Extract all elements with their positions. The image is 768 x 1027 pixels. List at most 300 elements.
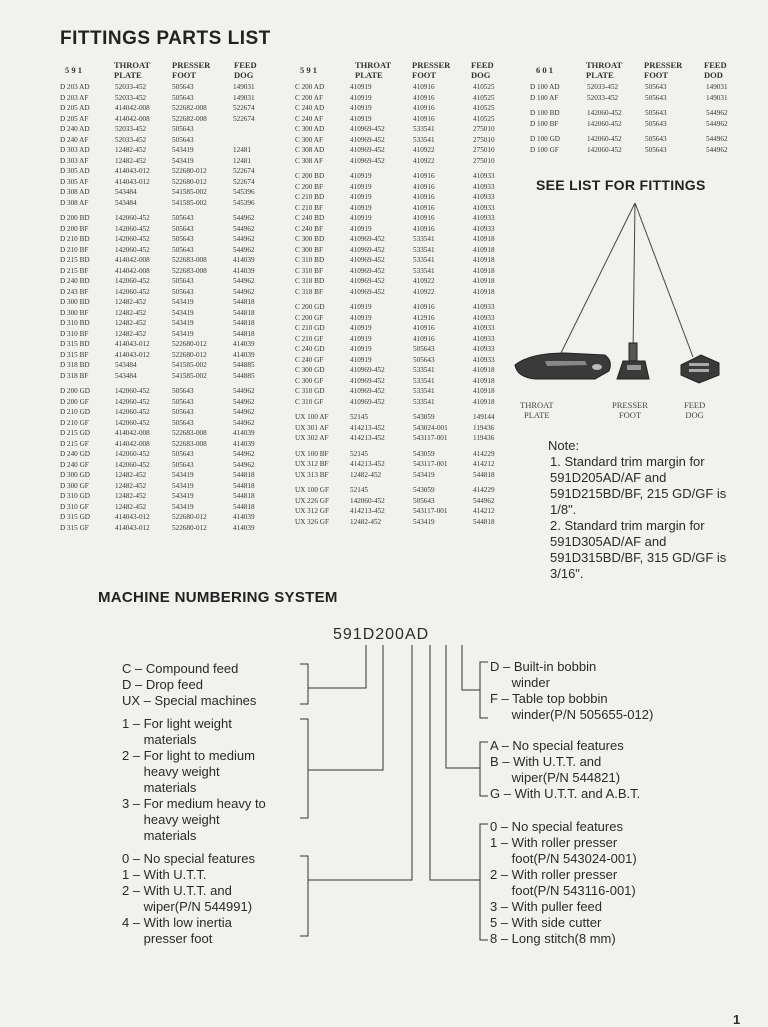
feed-dog-cell: 414229	[473, 486, 495, 494]
presser-foot-cell: 543059	[413, 486, 435, 494]
feed-dog-cell: 275010	[473, 156, 495, 165]
presser-foot-cell: 505643	[172, 460, 194, 469]
model-cell: D 100 BF	[530, 119, 559, 128]
throat-plate-cell: 52033-452	[115, 93, 147, 102]
throat-plate-cell: 142060-452	[587, 119, 622, 128]
presser-foot-cell: 543419	[172, 298, 194, 306]
feed-dog-cell: 410933	[473, 313, 495, 322]
throat-plate-cell: 52033-452	[587, 83, 619, 91]
presser-foot-cell: 533541	[413, 376, 435, 385]
feed-dog-cell: 410525	[473, 104, 495, 112]
throat-plate-cell: 414042-008	[115, 429, 150, 437]
throat-plate-cell: 410919	[350, 93, 372, 102]
feed-dog-cell: 522674	[233, 104, 255, 112]
throat-plate-cell: 414213-452	[350, 460, 385, 468]
feed-dog-cell: 410933	[473, 345, 495, 353]
throat-plate-cell: 142060-452	[350, 496, 385, 505]
model-cell: C 318 BD	[295, 277, 325, 285]
model-cell: D 300 GD	[60, 471, 90, 479]
model-cell: D 100 GD	[530, 135, 560, 143]
model-cell: D 315 GF	[60, 523, 89, 532]
feed-dog-cell: 119436	[473, 434, 495, 442]
feed-dog-cell: 410933	[473, 224, 495, 233]
presser-foot-cell: 410916	[413, 83, 435, 91]
feed-dog-cell: 275010	[473, 125, 495, 133]
model-cell: D 240 AF	[60, 135, 89, 144]
model-cell: D 100 AD	[530, 83, 560, 91]
model-cell: C 310 BF	[295, 266, 323, 275]
presser-foot-cell: 543419	[172, 481, 194, 490]
model-cell: C 240 BD	[295, 214, 325, 222]
throat-plate-cell: 142060-452	[115, 245, 150, 254]
throat-plate-cell: 410919	[350, 355, 372, 364]
presser-foot-cell: 505643	[172, 397, 194, 406]
feed-dog-cell: 544962	[233, 418, 255, 427]
throat-plate-cell: 410919	[350, 345, 372, 353]
model-cell: C 310 GD	[295, 387, 325, 395]
feed-dog-cell: 544962	[233, 245, 255, 254]
presser-foot-cell: 522680-012	[172, 177, 207, 186]
col-throat-plate: THROAT PLATE	[586, 60, 623, 80]
features-left-list: 0 – No special features 1 – With U.T.T. 2 – With U.T.T. and wiper(P/N 544991) 4 – With low inertia presser foot	[122, 851, 255, 946]
model-cell: UX 226 GF	[295, 496, 329, 505]
feed-dog-cell: 275010	[473, 146, 495, 154]
model-cell: D 315 BD	[60, 340, 90, 348]
throat-plate-cell: 410919	[350, 324, 372, 332]
presser-foot-cell: 543419	[172, 308, 194, 317]
throat-plate-cell: 142060-452	[115, 214, 150, 222]
feed-dog-cell: 410933	[473, 334, 495, 343]
throat-plate-cell: 12482-452	[115, 319, 147, 327]
model-cell: D 240 GF	[60, 460, 89, 469]
model-cell: D 205 AF	[60, 114, 89, 123]
col-model: 6 0 1	[536, 65, 553, 75]
model-cell: D 308 AF	[60, 198, 89, 207]
model-cell: UX 100 GF	[295, 486, 329, 494]
model-cell: C 210 BF	[295, 203, 323, 212]
throat-plate-cell: 142060-452	[115, 287, 150, 296]
presser-foot-cell: 522680-012	[172, 523, 207, 532]
throat-plate-cell: 414043-012	[115, 177, 150, 186]
model-cell: UX 312 BF	[295, 460, 329, 468]
model-cell: D 300 GF	[60, 481, 89, 490]
model-cell: C 210 GF	[295, 334, 324, 343]
presser-foot-cell: 543419	[413, 470, 435, 479]
label-feed-dog: FEED DOG	[684, 400, 706, 420]
model-cell: D 215 BF	[60, 266, 89, 275]
model-cell: C 210 BD	[295, 193, 325, 201]
model-cell: D 315 BF	[60, 350, 89, 359]
feed-dog-cell: 544962	[233, 460, 255, 469]
throat-plate-cell: 12482-452	[115, 146, 147, 154]
model-cell: C 240 BF	[295, 224, 323, 233]
model-cell: C 200 AD	[295, 83, 325, 91]
feed-dog-cell: 410918	[473, 287, 495, 296]
presser-foot-cell: 505643	[645, 135, 667, 143]
presser-foot-cell: 410916	[413, 182, 435, 191]
throat-plate-cell: 52145	[350, 413, 368, 421]
feed-dog-cell: 149031	[706, 93, 728, 102]
presser-foot-cell: 543419	[413, 517, 435, 526]
throat-plate-cell: 410919	[350, 313, 372, 322]
feed-dog-cell: 544818	[233, 481, 255, 490]
throat-plate-cell: 414043-012	[115, 513, 150, 521]
feed-dog-cell: 544885	[233, 371, 255, 380]
throat-plate-cell: 142060-452	[587, 109, 622, 117]
model-cell: UX 100 BF	[295, 449, 329, 458]
feed-dog-cell: 410918	[473, 235, 495, 243]
throat-plate-cell: 142060-452	[115, 387, 150, 395]
col-throat-plate: THROAT PLATE	[355, 60, 392, 80]
feed-dog-cell: 545396	[233, 188, 255, 196]
presser-foot-cell: 410922	[413, 287, 435, 296]
throat-plate-cell: 52033-452	[115, 135, 147, 144]
feed-dog-cell: 414039	[233, 429, 255, 437]
model-cell: D 200 BD	[60, 214, 90, 222]
throat-plate-cell: 142060-452	[115, 408, 150, 416]
throat-plate-cell: 52033-452	[115, 83, 147, 91]
presser-foot-cell: 505643	[172, 214, 194, 222]
model-cell: UX 100 AF	[295, 413, 329, 421]
presser-foot-cell: 410922	[413, 146, 435, 154]
feed-dog-cell: 410918	[473, 245, 495, 254]
bracket-features-left	[300, 856, 308, 936]
presser-foot-cell: 505643	[172, 387, 194, 395]
throat-plate-cell: 410919	[350, 114, 372, 123]
throat-plate-cell: 414042-008	[115, 439, 150, 448]
feed-dog-cell: 410525	[473, 114, 495, 123]
bracket-weight	[300, 719, 308, 818]
feed-dog-cell: 544818	[233, 298, 255, 306]
feed-dog-cell: 414039	[233, 513, 255, 521]
model-cell: C 240 AF	[295, 114, 323, 123]
throat-plate-cell: 543484	[115, 371, 137, 380]
throat-plate-cell: 414042-008	[115, 256, 150, 264]
throat-plate-cell: 414213-452	[350, 507, 385, 515]
presser-foot-cell: 505643	[172, 135, 194, 144]
model-cell: D 300 BD	[60, 298, 90, 306]
model-cell: D 203 AF	[60, 93, 89, 102]
feed-dog-cell: 544818	[233, 308, 255, 317]
model-cell: D 310 GF	[60, 502, 89, 511]
model-cell: C 300 AF	[295, 135, 323, 144]
model-cell: D 205 AD	[60, 104, 90, 112]
winder-list: D – Built-in bobbin winder F – Table top bobbin winder(P/N 505655-012)	[490, 659, 654, 722]
throat-plate-cell: 410919	[350, 83, 372, 91]
presser-foot-cell: 505643	[172, 235, 194, 243]
throat-plate-cell: 543484	[115, 198, 137, 207]
presser-foot-cell: 410922	[413, 156, 435, 165]
presser-foot-cell: 410916	[413, 214, 435, 222]
presser-foot-cell: 505643	[645, 119, 667, 128]
feed-dog-cell: 544962	[473, 496, 495, 505]
feed-dog-cell: 410918	[473, 277, 495, 285]
presser-foot-cell: 410916	[413, 203, 435, 212]
model-cell: D 243 BF	[60, 287, 89, 296]
presser-foot-cell: 522683-008	[172, 429, 207, 437]
throat-plate-cell: 414043-012	[115, 340, 150, 348]
model-cell: D 215 GF	[60, 439, 89, 448]
presser-foot-cell: 410916	[413, 303, 435, 311]
presser-foot-cell: 522683-008	[172, 256, 207, 264]
model-cell: D 303 AD	[60, 146, 90, 154]
model-cell: UX 326 GF	[295, 517, 329, 526]
feed-dog-cell: 410933	[473, 214, 495, 222]
throat-plate-cell: 414043-012	[115, 350, 150, 359]
feed-dog-cell: 544818	[233, 319, 255, 327]
model-cell: C 300 GF	[295, 376, 324, 385]
feed-dog-cell: 544962	[233, 450, 255, 458]
model-cell: UX 301 AF	[295, 423, 329, 432]
throat-plate-cell: 12482-452	[115, 492, 147, 500]
feed-dog-cell: 410918	[473, 256, 495, 264]
feed-dog-cell: 522674	[233, 177, 255, 186]
throat-plate-cell: 142060-452	[115, 397, 150, 406]
model-cell: C 200 GF	[295, 313, 324, 322]
feed-dog-cell: 544818	[473, 470, 495, 479]
presser-foot-cell: 505643	[645, 93, 667, 102]
presser-foot-cell: 543117-001	[413, 507, 448, 515]
feed-dog-cell: 410918	[473, 397, 495, 406]
presser-foot-cell: 505643	[172, 408, 194, 416]
throat-plate-cell: 12482-452	[115, 329, 147, 338]
feed-dog-cell: 544818	[233, 471, 255, 479]
presser-foot-cell: 505643	[172, 93, 194, 102]
feed-dog-cell: 410918	[473, 366, 495, 374]
feed-dog-cell: 544818	[233, 492, 255, 500]
connector-features-left	[308, 645, 412, 880]
throat-plate-cell: 52033-452	[587, 93, 619, 102]
presser-foot-cell: 543059	[413, 449, 435, 458]
feed-dog-cell: 410933	[473, 182, 495, 191]
throat-plate-cell: 414042-008	[115, 114, 150, 123]
bracket-feed-type	[300, 664, 308, 704]
presser-foot-cell: 522680-012	[172, 340, 207, 348]
throat-plate-cell: 142060-452	[115, 235, 150, 243]
presser-foot-cell: 543117-001	[413, 460, 448, 468]
model-cell: D 318 BF	[60, 371, 89, 380]
throat-plate-cell: 410969-452	[350, 376, 385, 385]
model-cell: D 200 GF	[60, 397, 89, 406]
model-cell: C 240 GF	[295, 355, 324, 364]
presser-foot-cell: 410916	[413, 224, 435, 233]
model-cell: C 200 BF	[295, 182, 323, 191]
presser-foot-cell: 533541	[413, 135, 435, 144]
col-model: 5 9 1	[300, 65, 317, 75]
presser-foot-cell: 533541	[413, 266, 435, 275]
presser-foot-cell: 410916	[413, 114, 435, 123]
model-cell: C 308 AD	[295, 146, 325, 154]
feed-dog-cell: 544962	[233, 224, 255, 233]
feed-dog-cell: 414039	[233, 266, 255, 275]
presser-foot-cell: 410922	[413, 277, 435, 285]
throat-plate-cell: 414042-008	[115, 104, 150, 112]
throat-plate-cell: 410969-452	[350, 287, 385, 296]
model-cell: D 100 BD	[530, 109, 560, 117]
feed-dog-cell: 410933	[473, 324, 495, 332]
throat-plate-cell: 410969-452	[350, 387, 385, 395]
throat-plate-cell: 12482-452	[115, 298, 147, 306]
presser-foot-cell: 410916	[413, 104, 435, 112]
feed-dog-cell: 275010	[473, 135, 495, 144]
feed-dog-cell: 414039	[233, 340, 255, 348]
feed-dog-cell: 544962	[233, 387, 255, 395]
feed-dog-cell: 544818	[233, 329, 255, 338]
model-cell: D 200 GD	[60, 387, 90, 395]
presser-foot-cell: 522683-008	[172, 439, 207, 448]
model-cell: D 303 AF	[60, 156, 89, 165]
feed-dog-cell: 410918	[473, 387, 495, 395]
presser-foot-cell: 541585-002	[172, 198, 207, 207]
throat-plate-cell: 543484	[115, 361, 137, 369]
feed-dog-cell: 544962	[233, 277, 255, 285]
feed-dog-cell: 149144	[473, 413, 495, 421]
feed-dog-cell: 544962	[706, 109, 728, 117]
presser-foot-cell: 522680-012	[172, 350, 207, 359]
presser-foot-cell: 522683-008	[172, 266, 207, 275]
presser-foot-cell: 505643	[172, 245, 194, 254]
presser-foot-cell: 522680-012	[172, 513, 207, 521]
feed-dog-cell: 410525	[473, 93, 495, 102]
throat-plate-cell: 52033-452	[115, 125, 147, 133]
features-right-list: 0 – No special features 1 – With roller presser foot(P/N 543024-001) 2 – With roller presser foot(P/N 543116-001) 3 – With puller feed 5 – With side cutter 8 – Long stitch(8 mm)	[490, 819, 637, 946]
label-throat-plate: THROAT PLATE	[520, 400, 554, 420]
model-cell: C 240 AD	[295, 104, 325, 112]
page-number: 1	[733, 1012, 741, 1027]
throat-plate-cell: 414213-452	[350, 434, 385, 442]
presser-foot-cell: 533541	[413, 387, 435, 395]
bracket-features-right	[480, 824, 488, 940]
numbering-heading: MACHINE NUMBERING SYSTEM	[98, 589, 338, 606]
model-cell: UX 302 AF	[295, 434, 329, 442]
presser-foot-cell: 505643	[645, 83, 667, 91]
feed-dog-cell: 12481	[233, 156, 251, 165]
page-title: FITTINGS PARTS LIST	[60, 28, 271, 49]
connector-feed-type	[308, 645, 366, 688]
feed-dog-cell: 410933	[473, 203, 495, 212]
throat-plate-cell: 12482-452	[115, 156, 147, 165]
throat-plate-cell: 410919	[350, 203, 372, 212]
see-list-heading: SEE LIST FOR FITTINGS	[536, 177, 706, 193]
feed-dog-cell: 410918	[473, 266, 495, 275]
presser-foot-cell: 410916	[413, 172, 435, 180]
model-cell: C 300 GD	[295, 366, 325, 374]
feed-dog-cell: 414039	[233, 439, 255, 448]
throat-plate-cell: 543484	[115, 188, 137, 196]
feed-dog-cell: 410933	[473, 303, 495, 311]
throat-plate-cell: 12482-452	[115, 502, 147, 511]
throat-plate-cell: 410969-452	[350, 125, 385, 133]
col-feed-dog: FEED DOG	[471, 60, 494, 80]
col-presser-foot: PRESSER FOOT	[172, 60, 211, 80]
feed-dog-cell: 545396	[233, 198, 255, 207]
model-cell: C 310 BD	[295, 256, 325, 264]
presser-foot-cell: 522682-008	[172, 114, 207, 123]
feed-dog-cell: 544818	[233, 502, 255, 511]
feed-dog-cell: 149031	[233, 93, 255, 102]
throat-plate-cell: 414213-452	[350, 423, 385, 432]
model-cell: C 318 BF	[295, 287, 323, 296]
presser-foot-cell: 541585-002	[172, 188, 207, 196]
model-code: 591D200AD	[333, 626, 430, 643]
feed-dog-cell: 119436	[473, 423, 495, 432]
throat-plate-cell: 52145	[350, 486, 368, 494]
throat-plate-cell: 12482-452	[350, 470, 382, 479]
presser-foot-cell: 533541	[413, 235, 435, 243]
presser-foot-cell: 410916	[413, 334, 435, 343]
model-cell: D 240 AD	[60, 125, 90, 133]
throat-plate-cell: 12482-452	[115, 308, 147, 317]
presser-foot-cell: 541585-002	[172, 361, 207, 369]
feed-dog-cell: 414039	[233, 256, 255, 264]
feed-dog-cell: 544818	[473, 517, 495, 526]
presser-foot-cell: 543419	[172, 329, 194, 338]
col-presser-foot: PRESSER FOOT	[412, 60, 451, 80]
col-feed-dog: FEED DOG	[234, 60, 257, 80]
presser-foot-cell: 543419	[172, 146, 194, 154]
model-cell: D 215 BD	[60, 256, 90, 264]
feed-dog-cell: 149031	[706, 83, 728, 91]
throat-plate-cell: 142060-452	[587, 145, 622, 154]
throat-plate-cell: 414042-008	[115, 266, 150, 275]
model-cell: D 305 AD	[60, 167, 90, 175]
model-cell: C 200 AF	[295, 93, 323, 102]
note-item-2: 2. Standard trim margin for 591D305AD/AF and 591D315BD/BF, 315 GD/GF is 3/16".	[550, 518, 727, 581]
presser-foot-cell: 543419	[172, 156, 194, 165]
connector-features-right	[430, 645, 480, 880]
model-cell: UX 313 BF	[295, 470, 329, 479]
feed-dog-cell: 12481	[233, 146, 251, 154]
model-cell: D 318 BD	[60, 361, 90, 369]
presser-foot-cell: 541585-002	[172, 371, 207, 380]
presser-foot-cell: 533541	[413, 366, 435, 374]
model-cell: C 240 GD	[295, 345, 325, 353]
feed-dog-cell: 414039	[233, 350, 255, 359]
model-cell: UX 312 GF	[295, 507, 329, 515]
presser-foot-cell: 505643	[172, 418, 194, 427]
presser-foot-cell: 522682-008	[172, 104, 207, 112]
connector-abg	[446, 645, 480, 768]
presser-foot-cell: 505643	[172, 450, 194, 458]
presser-foot-cell: 533541	[413, 125, 435, 133]
feed-dog-cell: 414229	[473, 449, 495, 458]
throat-plate-cell: 142060-452	[587, 135, 622, 143]
col-throat-plate: THROAT PLATE	[114, 60, 151, 80]
feed-dog-cell: 410933	[473, 355, 495, 364]
feed-dog-cell: 522674	[233, 167, 255, 175]
throat-plate-cell: 410969-452	[350, 146, 385, 154]
model-cell: D 305 AF	[60, 177, 89, 186]
feed-dog-cell: 544962	[233, 397, 255, 406]
throat-plate-cell: 12482-452	[115, 481, 147, 490]
throat-plate-cell: 410969-452	[350, 397, 385, 406]
model-cell: D 210 GD	[60, 408, 90, 416]
throat-plate-cell: 410969-452	[350, 277, 385, 285]
presser-foot-cell: 543117-001	[413, 434, 448, 442]
model-cell: C 200 BD	[295, 172, 325, 180]
feed-dog-cell: 410918	[473, 376, 495, 385]
connector-winder	[462, 645, 480, 690]
presser-foot-cell: 505643	[172, 277, 194, 285]
model-cell: D 215 GD	[60, 429, 90, 437]
model-cell: D 315 GD	[60, 513, 90, 521]
feed-dog-cell: 544962	[706, 135, 728, 143]
presser-foot-cell: 505643	[413, 496, 435, 505]
feed-dog-cell: 544885	[233, 361, 255, 369]
feed-dog-cell: 410933	[473, 172, 495, 180]
model-cell: D 100 GF	[530, 145, 559, 154]
feed-dog-cell: 544962	[233, 408, 255, 416]
